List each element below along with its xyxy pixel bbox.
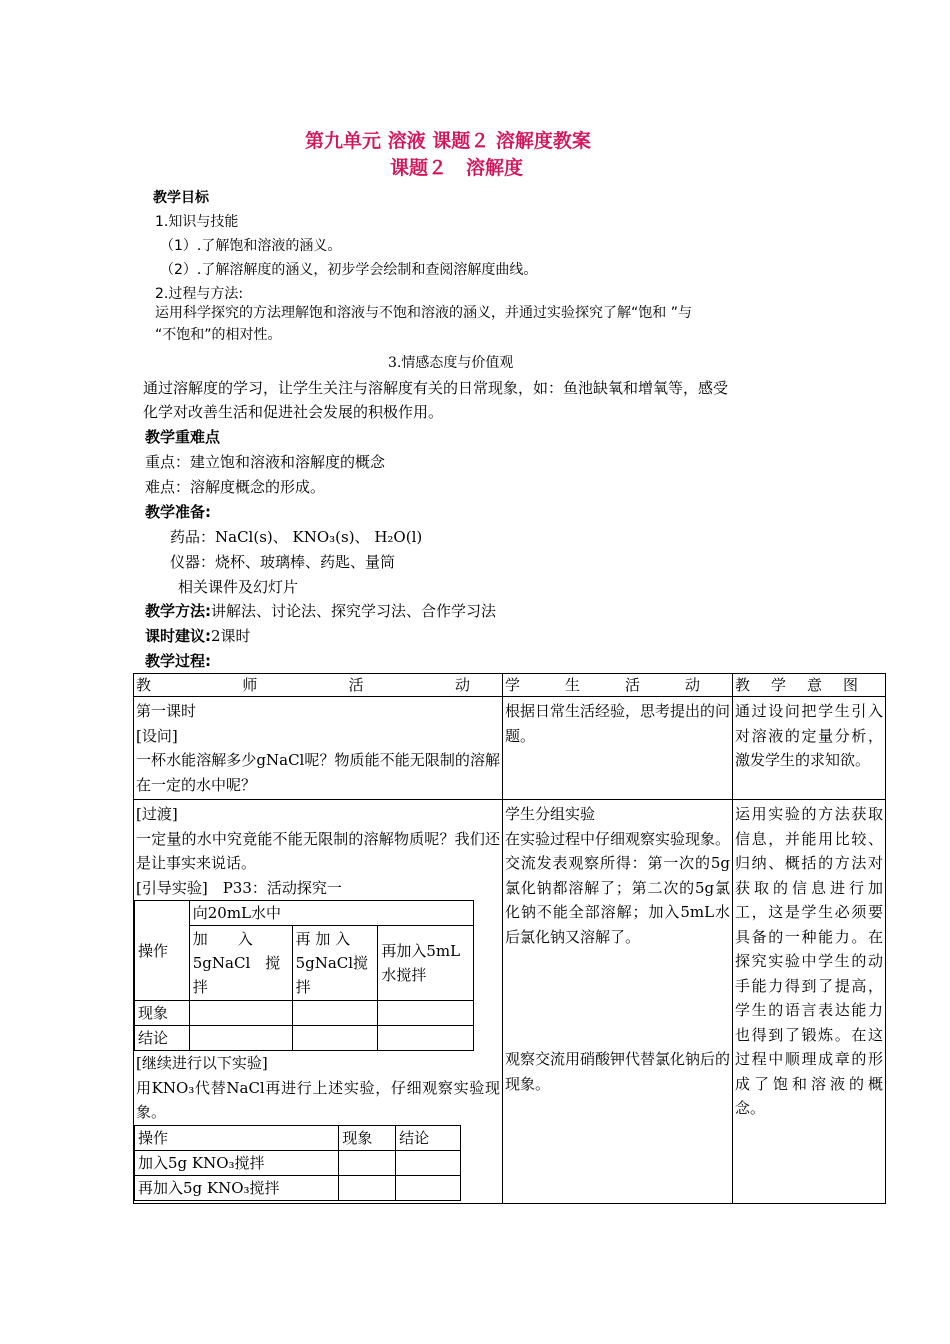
exp2-header-op: 操作 [135,1125,339,1150]
table-row [134,697,886,800]
experiment2-table [134,1125,461,1201]
preparation-drugs: 药品：NaCl(s)、 KNO₃(s)、 H₂O(l) [170,528,423,546]
objective-process: 2.过程与方法: [155,286,244,302]
header-teacher-activity: 教 师 活 动 [134,674,503,697]
student-observe: 在实验过程中仔细观察实验现象。 [505,829,731,848]
header-teaching-intent: 教 学 意 图 [733,674,886,697]
student-group-exp: 学生分组实验 [505,805,596,823]
exp1-step2: 再 加 入5gNaCl搅拌 [292,926,378,1001]
document-subtitle: 课题２ 溶解度 [390,157,524,179]
student-kno3: 观察交流用硝酸钾代替氯化钠后的现象。 [505,1050,731,1093]
class-hours [145,625,251,646]
preparation-slides: 相关课件及幻灯片 [178,578,299,596]
row2-teacher [134,800,503,1204]
objective-process-line2: “不饱和”的相对性。 [155,327,282,343]
row1-teacher [134,697,503,800]
objective-knowledge-2: （2）.了解溶解度的涵义，初步学会绘制和查阅溶解度曲线。 [160,262,538,278]
question-label: [设问] [136,726,178,745]
objective-attitude: 3.情感态度与价值观 [388,355,514,371]
exp1-op-label: 操作 [135,901,190,1001]
transition-text: 一定量的水中究竟能不能无限制的溶解物质呢？我们还是让事实来说话。 [136,829,500,872]
keypoint-focus: 重点：建立饱和溶液和溶解度的概念 [145,453,386,471]
teaching-method-label: 教学方法: [145,602,211,620]
continue-label: [继续进行以下实验] [136,1054,268,1072]
transition-label: [过渡] [136,805,178,823]
objective-knowledge-1: （1）.了解饱和溶液的涵义。 [160,238,342,254]
preparation-instruments: 仪器：烧杯、玻璃棒、药匙、量筒 [170,553,396,571]
lesson-label: 第一课时 [136,702,197,720]
row2-intent: 运用实验的方法获取信息，并能用比较、归纳、概括的方法对获取的信息进行加工，这是学生必须要具备的一种能力。在探究实验中学生的动手能力得到了提高，学生的语言表达能力也得到了锻炼。在这过程中顺理成章的形成了饱和溶液的概念。 [733,800,886,1204]
keypoint-difficulty: 难点：溶解度概念的形成。 [145,478,326,496]
row1-student: 根据日常生活经验，思考提出的问题。 [503,697,733,800]
student-report: 交流发表观察所得：第一次的5g氯化钠都溶解了；第二次的5g氯化钠不能全部溶解；加入5mL水后氯化钠又溶解了。 [505,854,730,946]
row1-intent: 通过设问把学生引入对溶液的定量分析，激发学生的求知欲。 [733,697,886,800]
preparation-heading: 教学准备: [145,503,211,521]
objective-knowledge: 1.知识与技能 [155,214,239,230]
objective-attitude-line1: 通过溶解度的学习，让学生关注与溶解度有关的日常现象，如：鱼池缺氧和增氧等，感受 [143,379,729,397]
exp1-step3: 再加入5mL水搅拌 [378,926,474,1001]
header-student-activity: 学 生 活 动 [503,674,733,697]
document-title: 第九单元 溶液 课题２ 溶解度教案 [305,130,591,152]
exp2-header-conclusion: 结论 [396,1125,461,1150]
class-hours-value: 2课时 [211,627,251,645]
continue-text: 用KNO₃代替NaCl再进行上述实验，仔细观察实验现象。 [136,1078,500,1121]
teaching-process-table [133,673,886,1204]
objective-attitude-line2: 化学对改善生活和促进社会发展的积极作用。 [143,403,444,421]
exp1-conclusion-label: 结论 [135,1026,190,1051]
class-hours-label: 课时建议: [145,627,211,645]
row2-student [503,800,733,1204]
question-text: 一杯水能溶解多少gNaCl呢？物质能不能无限制的溶解在一定的水中呢？ [136,751,500,794]
exp2-row2-op: 再加入5g KNO₃搅拌 [135,1175,339,1200]
exp1-phenomenon-label: 现象 [135,1001,190,1026]
objective-process-line1: 运用科学探究的方法理解饱和溶液与不饱和溶液的涵义，并通过实验探究了解“饱和 ”与 [155,305,692,321]
experiment1-table [134,900,474,1051]
exp2-row1-op: 加入5g KNO₃搅拌 [135,1150,339,1175]
exp1-water: 向20mL水中 [189,901,473,926]
objectives-heading: 教学目标 [153,190,209,206]
table-header-row [134,674,886,697]
process-heading: 教学过程: [145,652,211,670]
keypoints-heading: 教学重难点 [145,428,221,446]
teaching-method [145,600,496,621]
teaching-method-value: 讲解法、讨论法、探究学习法、合作学习法 [211,602,497,620]
table-row [134,800,886,1204]
exp1-step1: 加 入5gNaCl 搅拌 [189,926,292,1001]
guide-experiment-label: [引导实验] P33：活动探究一 [136,878,342,897]
exp2-header-phenomenon: 现象 [339,1125,396,1150]
